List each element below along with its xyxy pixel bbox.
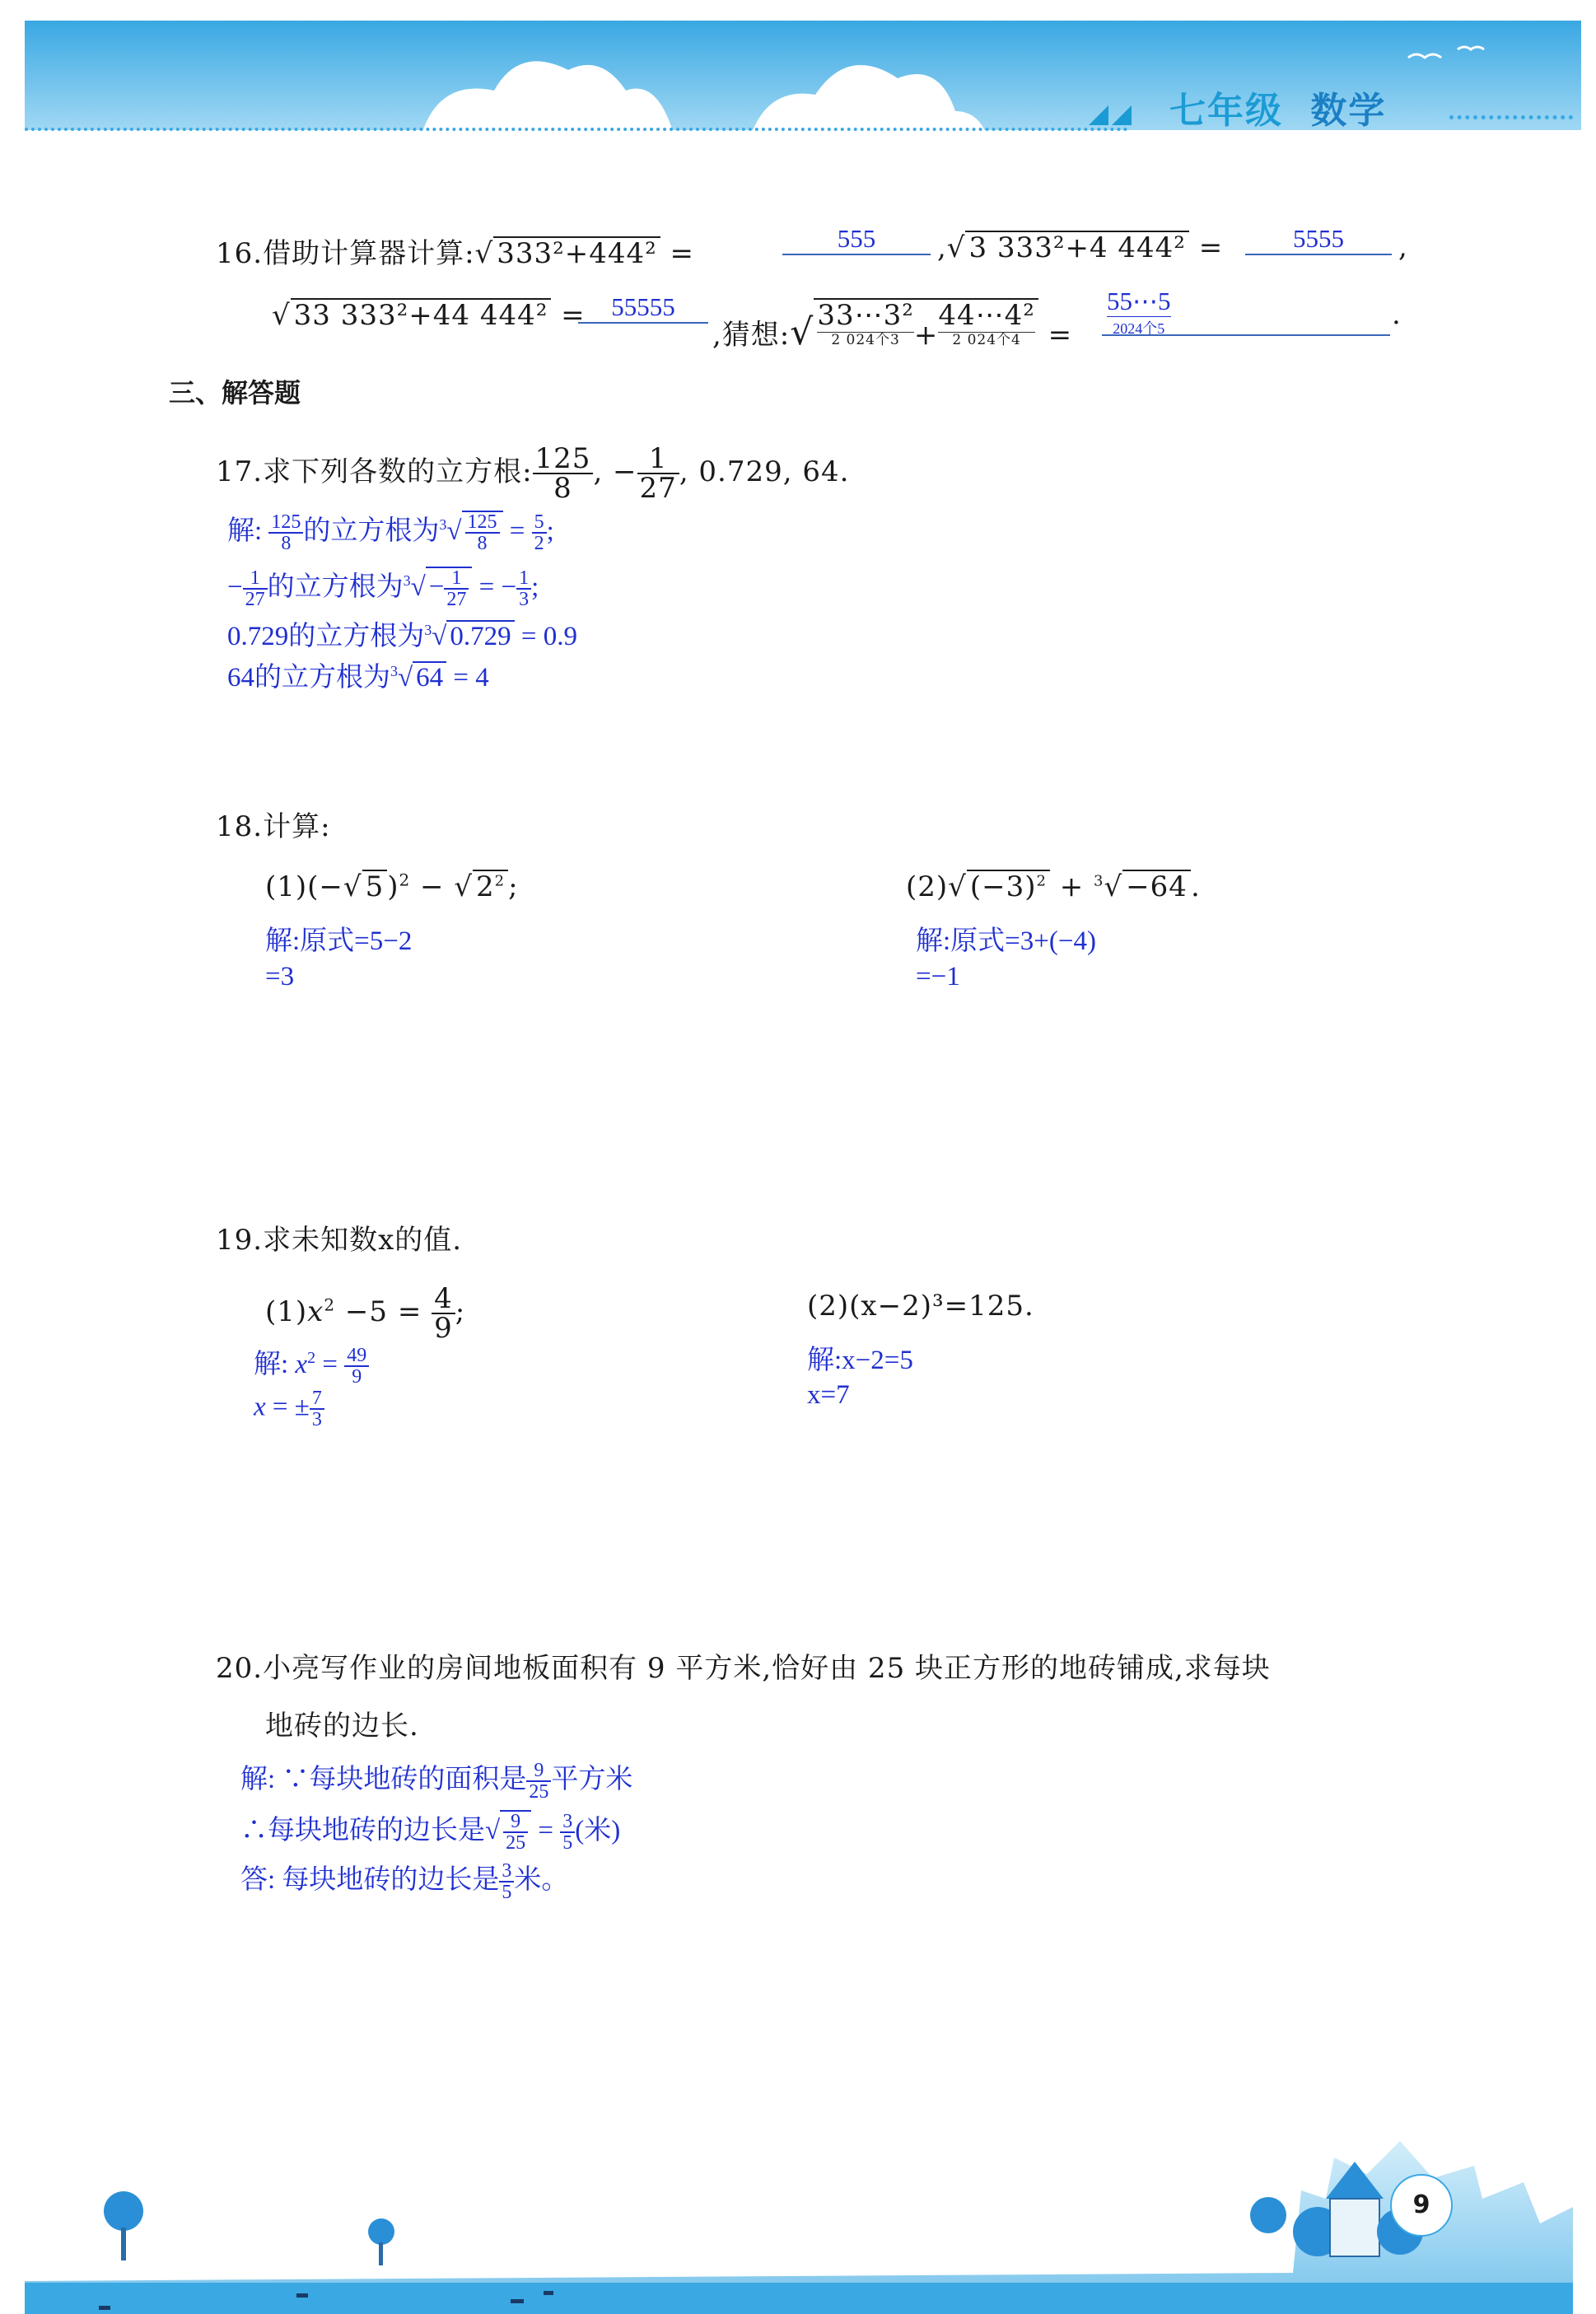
footer-landscape xyxy=(0,2108,1596,2314)
q16-blank4-answer: 55⋯5 xyxy=(1107,287,1171,315)
q17-sol-3: 0.729的立方根为$^3$√ 0.729 = 0.9 xyxy=(227,622,577,651)
q16-blank3: 55555 xyxy=(578,292,708,324)
section-title: 三、解答题 xyxy=(169,377,301,408)
q16-blank4-under: 2024个5 xyxy=(1107,316,1171,338)
q17-sol-4: 64的立方根为$^3$√ 64 = 4 xyxy=(227,663,489,693)
q16-prefix: 16.借助计算器计算: xyxy=(216,237,475,270)
triangle-marks-icon xyxy=(1087,99,1136,127)
q18-part2: (2)√ $(-3)^2 + ^3√ -64$ . xyxy=(906,870,1201,903)
q18-prompt: 18.计算: xyxy=(216,810,331,843)
q17-prompt: 17.求下列各数的立方根: xyxy=(216,455,533,488)
q16-comma: , xyxy=(1398,231,1408,264)
q19-part2: (2)(x−2)³=125. xyxy=(807,1290,1034,1323)
header-dots xyxy=(25,128,1128,131)
q18-part1-sol2: =3 xyxy=(265,962,295,991)
header-grade: 七年级 xyxy=(1169,90,1283,132)
q19-part1-sol2: x = ± $\frac{7}{3}$ xyxy=(254,1388,324,1430)
q19-prompt: 19.求未知数x的值. xyxy=(216,1224,463,1257)
q16-guess-label: ,猜想: xyxy=(712,319,791,352)
header-subject: 数学 xyxy=(1310,90,1387,132)
q16-guess: ,猜想:√ 33⋯3² 2 024个3 +44⋯4² 2 024个4 = xyxy=(712,299,1073,354)
q18-part1-sol1: 解:原式=5−2 xyxy=(265,926,413,956)
q16-blank4 xyxy=(1102,287,1390,336)
q16-guess-b: 44⋯4² xyxy=(938,299,1035,332)
q17-prompt-line: 17.求下列各数的立方根: $\frac{125}{8}$ , − $\frac{1}{27}$ , 0.729, 64. xyxy=(216,442,850,505)
q19-part1-sol1: 解: $x^2$ = $\frac{49}{9}$ xyxy=(254,1342,369,1387)
q16-part2: ,√ 3 333²+4 444² = xyxy=(937,231,1224,264)
q19-part2-sol1: 解:x−2=5 xyxy=(807,1346,913,1375)
q20-sol-1: 解: ∵每块地砖的面积是 $\frac{9}{25}$ 平方米 xyxy=(240,1760,633,1803)
header-title xyxy=(1169,81,1386,133)
q17-sol-1: 解: $\frac{125}{8}$ 的立方根为$^3$√ $\frac{125}{8}$ = $\frac{5}{2}$ ; xyxy=(227,511,554,555)
q18-part2-sol2: =−1 xyxy=(916,962,960,991)
q20-sol-3: 答: 每块地砖的边长是 $\frac{3}{5}$ 米。 xyxy=(240,1860,569,1904)
q16-expr3: 33 333²+44 444² xyxy=(291,298,552,332)
q20-line1: 20.小亮写作业的房间地板面积有 9 平方米,恰好由 25 块正方形的地砖铺成,求每块 xyxy=(216,1652,1271,1685)
header-dots-right xyxy=(1449,115,1573,119)
q18-part1: (1)(−√ 5 )$^2$ − √ $2^2$ ; xyxy=(265,870,519,903)
q16-line2: √ 33 333²+44 444² = xyxy=(272,299,586,332)
q16-line1: 16.借助计算器计算:√ 333²+444² = xyxy=(216,237,695,270)
q16-expr2: 3 333²+4 444² xyxy=(965,231,1188,264)
q20-sol-2: ∴每块地砖的边长是√ $\frac{9}{25}$ = $\frac{3}{5}$ (米) xyxy=(240,1811,621,1854)
q19-part2-sol2: x=7 xyxy=(807,1380,850,1410)
page-number-badge xyxy=(1390,2174,1453,2237)
q17-sol-2: − $\frac{1}{27}$ 的立方根为$^3$√ − $\frac{1}{27}$ = − $\frac{1}{3}$ ; xyxy=(227,567,539,611)
q16-blank2: 5555 xyxy=(1245,224,1392,255)
q16-period: . xyxy=(1392,298,1402,331)
q16-blank1: 555 xyxy=(782,224,931,255)
q20-line2: 地砖的边长. xyxy=(265,1710,419,1742)
q18-part2-sol1: 解:原式=3+(−4) xyxy=(916,926,1096,956)
q16-expr1: 333²+444² xyxy=(493,236,660,270)
page-number: 9 xyxy=(1412,2190,1430,2219)
q19-part1: $(1)x^2 -5$ = $\frac{4}{9}$ ; xyxy=(265,1282,466,1345)
q16-guess-a: 33⋯3² xyxy=(817,299,914,332)
q16-guess-a-under: 2 024个3 xyxy=(817,332,914,349)
q16-guess-b-under: 2 024个4 xyxy=(938,332,1035,349)
